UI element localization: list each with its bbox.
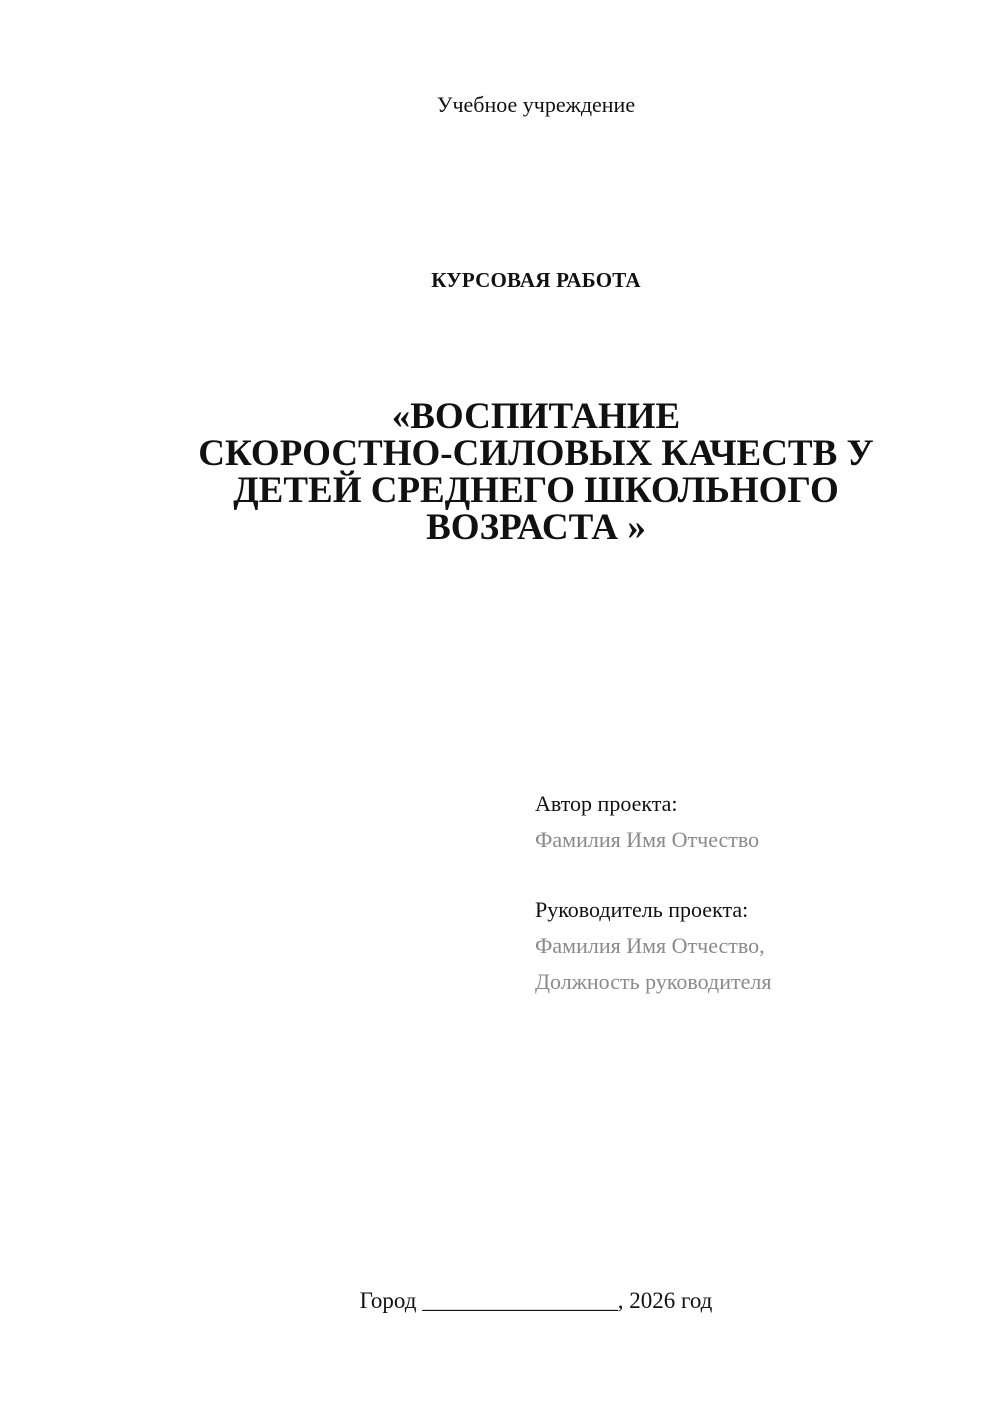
supervisor-block (535, 892, 771, 1000)
supervisor-name: Фамилия Имя Отчество, (535, 933, 765, 958)
city-year-line: Город _________________, 2026 год (359, 1288, 713, 1313)
work-title (150, 398, 922, 546)
author-label: Автор проекта: (535, 791, 678, 816)
institution-name: Учебное учреждение (436, 92, 636, 117)
work-title-line: СКОРОСТНО-СИЛОВЫХ КАЧЕСТВ У (198, 433, 874, 474)
work-title-line: «ВОСПИТАНИЕ (391, 396, 681, 437)
supervisor-label: Руководитель проекта: (535, 897, 749, 922)
author-block (535, 786, 759, 858)
supervisor-position: Должность руководителя (535, 969, 772, 994)
work-title-line: ВОЗРАСТА » (426, 507, 646, 548)
work-title-line: ДЕТЕЙ СРЕДНЕГО ШКОЛЬНОГО (233, 470, 839, 511)
document-type: КУРСОВАЯ РАБОТА (431, 268, 641, 292)
author-name: Фамилия Имя Отчество (535, 827, 760, 852)
